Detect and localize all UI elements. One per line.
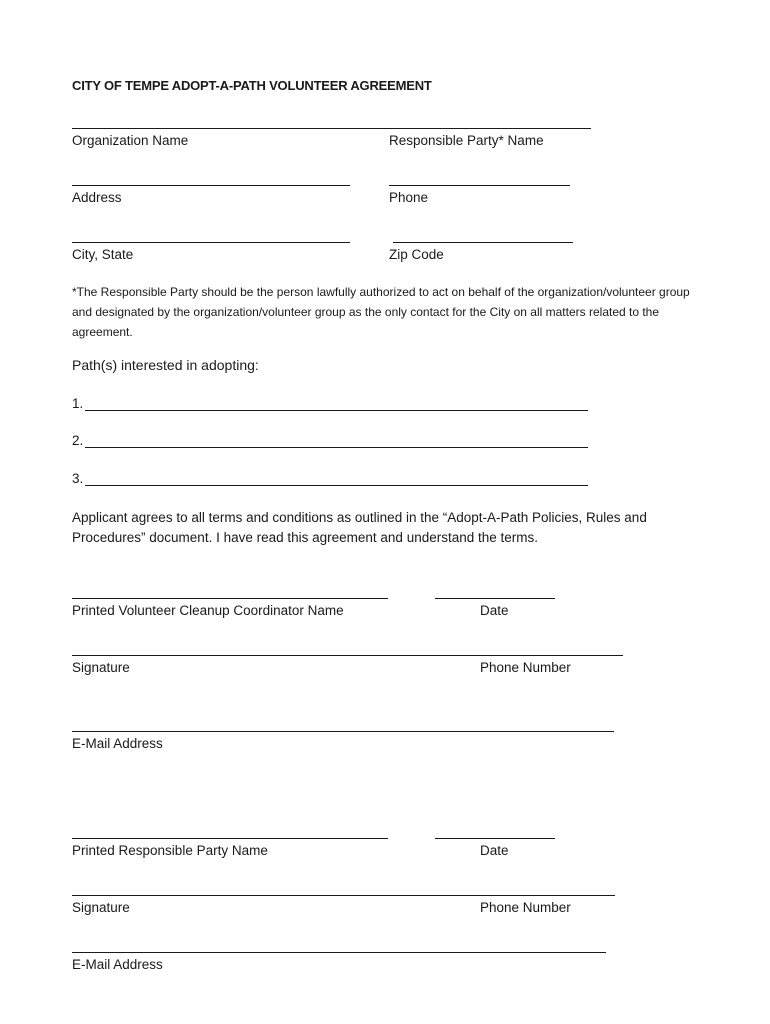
responsible-party-date-line[interactable]: [435, 838, 555, 839]
path-2-line[interactable]: [85, 447, 588, 448]
responsible-party-printed-name-label: Printed Responsible Party Name: [72, 843, 268, 858]
responsible-party-name-line[interactable]: [72, 838, 388, 839]
path-1-number: 1.: [72, 396, 84, 411]
coordinator-name-label: Printed Volunteer Cleanup Coordinator Name: [72, 603, 344, 618]
address-label: Address: [72, 190, 122, 205]
coordinator-signature-line[interactable]: [72, 655, 623, 656]
responsible-party-phone-label: Phone Number: [480, 900, 571, 915]
coordinator-date-line[interactable]: [435, 598, 555, 599]
path-1-line[interactable]: [85, 410, 588, 411]
responsible-party-email-line[interactable]: [72, 952, 606, 953]
city-state-line[interactable]: [72, 242, 350, 243]
organization-name-label: Organization Name: [72, 133, 189, 148]
responsible-party-signature-label: Signature: [72, 900, 130, 915]
coordinator-email-line[interactable]: [72, 731, 614, 732]
city-state-label: City, State: [72, 247, 134, 262]
coordinator-name-line[interactable]: [72, 598, 388, 599]
coordinator-phone-label: Phone Number: [480, 660, 571, 675]
responsible-party-signature-line[interactable]: [72, 895, 615, 896]
coordinator-date-label: Date: [480, 603, 509, 618]
coordinator-signature-label: Signature: [72, 660, 130, 675]
responsible-party-date-label: Date: [480, 843, 509, 858]
responsible-party-footnote: *The Responsible Party should be the person lawfully authorized to act on behalf of the organization/volunteer group and designated by the organization/volunteer group as the only contact for the City on all matters related to the agreement.: [72, 285, 690, 339]
organization-name-line[interactable]: [72, 128, 591, 129]
agreement-text: Applicant agrees to all terms and conditions as outlined in the “Adopt-A-Path Policies, Rules and Procedures” document. I have read this agreement and understand the terms.: [72, 510, 647, 545]
zip-code-label: Zip Code: [389, 247, 444, 262]
coordinator-email-label: E-Mail Address: [72, 736, 163, 751]
responsible-party-name-label: Responsible Party* Name: [389, 133, 544, 148]
phone-label: Phone: [389, 190, 429, 205]
path-2-number: 2.: [72, 433, 84, 448]
page-title: CITY OF TEMPE ADOPT-A-PATH VOLUNTEER AGREEMENT: [72, 78, 432, 93]
phone-line[interactable]: [389, 185, 570, 186]
address-line[interactable]: [72, 185, 350, 186]
zip-code-line[interactable]: [393, 242, 573, 243]
path-3-number: 3.: [72, 471, 84, 486]
responsible-party-email-label: E-Mail Address: [72, 957, 163, 972]
paths-heading: Path(s) interested in adopting:: [72, 357, 259, 373]
path-3-line[interactable]: [85, 485, 588, 486]
